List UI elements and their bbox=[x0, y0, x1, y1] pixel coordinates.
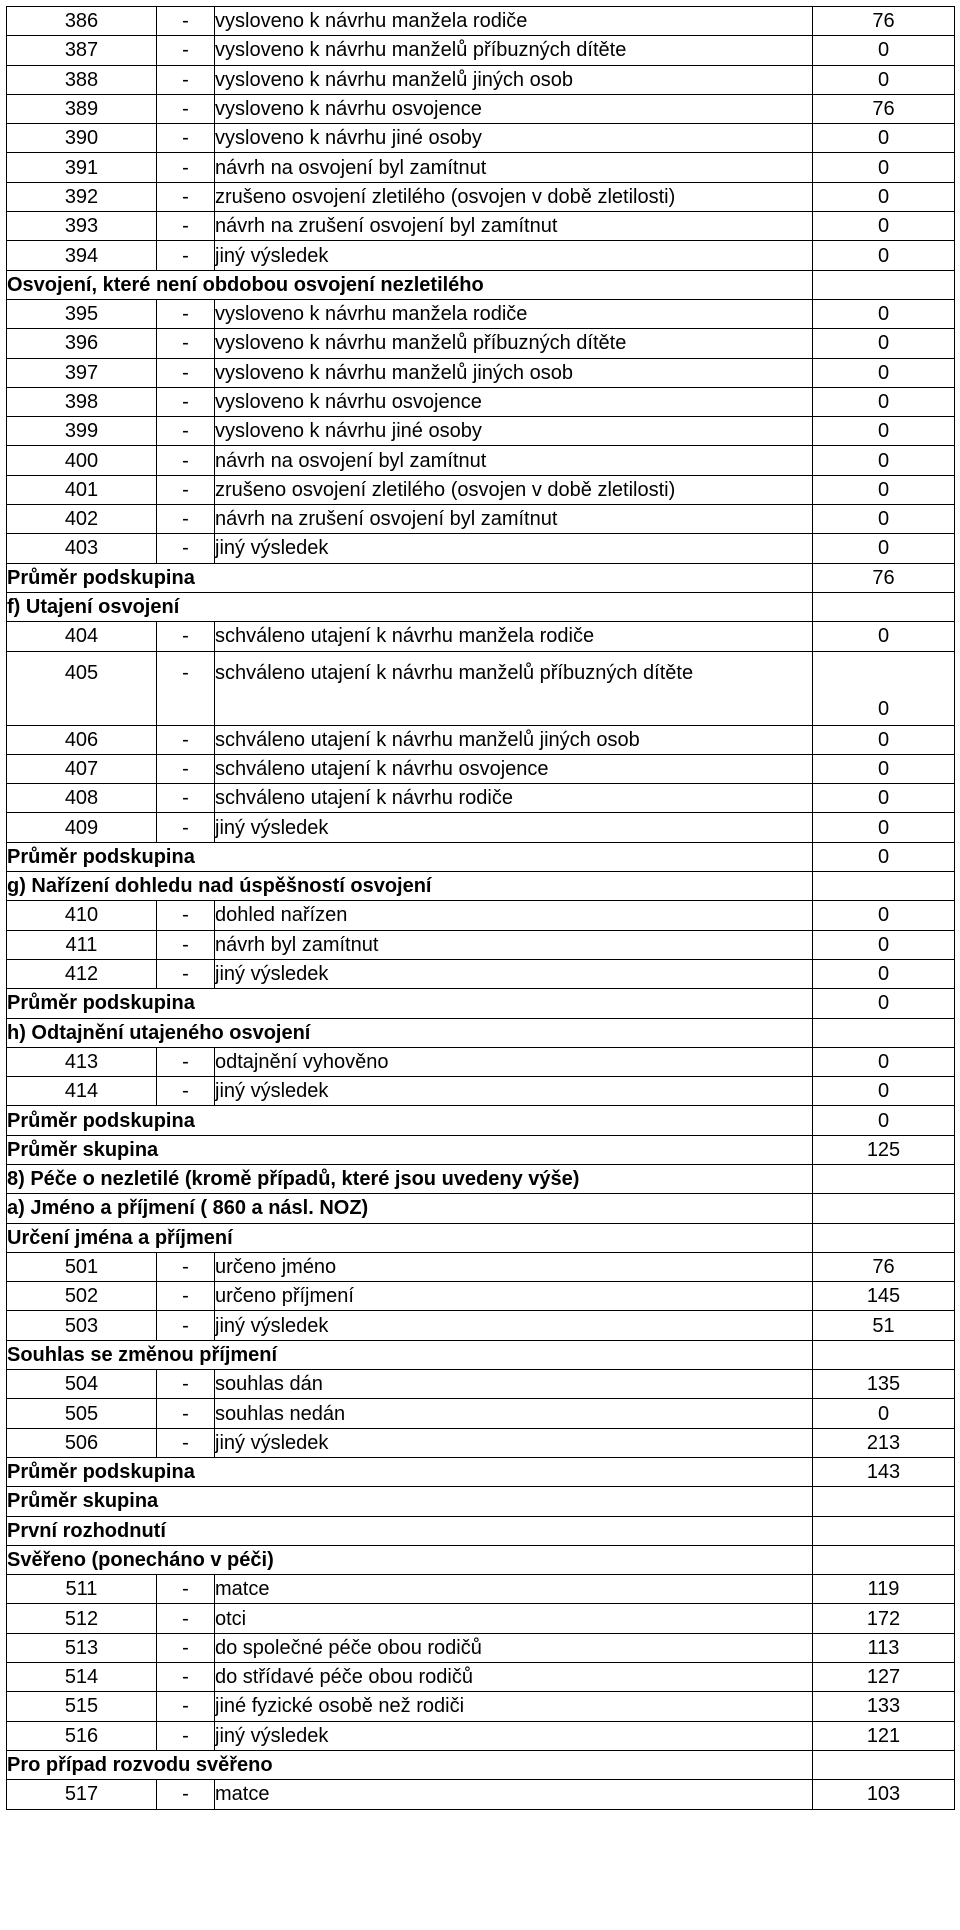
table-row bbox=[7, 754, 955, 783]
section-heading: Průměr podskupina bbox=[7, 1457, 813, 1486]
section-value bbox=[813, 1164, 955, 1193]
row-code: 393 bbox=[7, 212, 157, 241]
table-row bbox=[7, 1575, 955, 1604]
row-value: 133 bbox=[813, 1692, 955, 1721]
row-description: dohled nařízen bbox=[215, 901, 813, 930]
row-code: 391 bbox=[7, 153, 157, 182]
row-dash: - bbox=[157, 901, 215, 930]
statistics-table bbox=[6, 6, 955, 1810]
row-description: schváleno utajení k návrhu manžela rodiče bbox=[215, 622, 813, 651]
row-dash: - bbox=[157, 1604, 215, 1633]
row-value: 0 bbox=[813, 36, 955, 65]
row-value: 76 bbox=[813, 1252, 955, 1281]
row-value: 0 bbox=[813, 153, 955, 182]
section-heading: Průměr podskupina bbox=[7, 989, 813, 1018]
table-row bbox=[7, 1780, 955, 1809]
row-code: 414 bbox=[7, 1077, 157, 1106]
row-dash: - bbox=[157, 475, 215, 504]
table-row bbox=[7, 1370, 955, 1399]
row-value: 0 bbox=[813, 241, 955, 270]
row-code: 413 bbox=[7, 1047, 157, 1076]
table-row bbox=[7, 475, 955, 504]
row-description: návrh na osvojení byl zamítnut bbox=[215, 446, 813, 475]
section-header-row bbox=[7, 270, 955, 299]
row-value: 127 bbox=[813, 1663, 955, 1692]
row-description: vysloveno k návrhu manželů jiných osob bbox=[215, 358, 813, 387]
row-value: 0 bbox=[813, 1077, 955, 1106]
row-dash: - bbox=[157, 1575, 215, 1604]
row-value: 0 bbox=[813, 505, 955, 534]
row-description: jiný výsledek bbox=[215, 1077, 813, 1106]
row-dash: - bbox=[157, 417, 215, 446]
row-code: 517 bbox=[7, 1780, 157, 1809]
row-dash: - bbox=[157, 622, 215, 651]
section-value bbox=[813, 592, 955, 621]
section-value: 0 bbox=[813, 842, 955, 871]
table-row bbox=[7, 387, 955, 416]
table-row bbox=[7, 959, 955, 988]
section-value bbox=[813, 1750, 955, 1779]
section-heading: Osvojení, které není obdobou osvojení nezletilého bbox=[7, 270, 813, 299]
section-header-row bbox=[7, 1457, 955, 1486]
row-code: 388 bbox=[7, 65, 157, 94]
row-value: 113 bbox=[813, 1633, 955, 1662]
row-value: 172 bbox=[813, 1604, 955, 1633]
section-heading: Určení jména a příjmení bbox=[7, 1223, 813, 1252]
row-dash: - bbox=[157, 1399, 215, 1428]
row-description: vysloveno k návrhu osvojence bbox=[215, 387, 813, 416]
row-dash: - bbox=[157, 813, 215, 842]
row-code: 501 bbox=[7, 1252, 157, 1281]
row-value: 0 bbox=[813, 446, 955, 475]
row-value: 119 bbox=[813, 1575, 955, 1604]
row-dash: - bbox=[157, 241, 215, 270]
table-row bbox=[7, 1311, 955, 1340]
row-value: 0 bbox=[813, 754, 955, 783]
row-dash: - bbox=[157, 1721, 215, 1750]
section-value bbox=[813, 1340, 955, 1369]
row-code: 402 bbox=[7, 505, 157, 534]
table-row bbox=[7, 358, 955, 387]
table-row bbox=[7, 622, 955, 651]
section-heading: Souhlas se změnou příjmení bbox=[7, 1340, 813, 1369]
row-dash: - bbox=[157, 1780, 215, 1809]
row-value: 0 bbox=[813, 358, 955, 387]
section-heading: Svěřeno (ponecháno v péči) bbox=[7, 1545, 813, 1574]
row-description: vysloveno k návrhu manžela rodiče bbox=[215, 299, 813, 328]
row-dash: - bbox=[157, 1692, 215, 1721]
row-value: 0 bbox=[813, 329, 955, 358]
section-header-row bbox=[7, 563, 955, 592]
row-dash: - bbox=[157, 930, 215, 959]
row-dash: - bbox=[157, 387, 215, 416]
table-row bbox=[7, 1721, 955, 1750]
row-description: jiný výsledek bbox=[215, 1428, 813, 1457]
section-heading: Průměr skupina bbox=[7, 1487, 813, 1516]
table-row bbox=[7, 7, 955, 36]
row-value: 0 bbox=[813, 65, 955, 94]
row-dash: - bbox=[157, 299, 215, 328]
row-description: do společné péče obou rodičů bbox=[215, 1633, 813, 1662]
row-dash: - bbox=[157, 182, 215, 211]
row-description: návrh byl zamítnut bbox=[215, 930, 813, 959]
section-value bbox=[813, 1487, 955, 1516]
row-dash: - bbox=[157, 505, 215, 534]
section-value: 76 bbox=[813, 563, 955, 592]
row-code: 511 bbox=[7, 1575, 157, 1604]
row-code: 407 bbox=[7, 754, 157, 783]
row-description: určeno příjmení bbox=[215, 1282, 813, 1311]
row-value: 76 bbox=[813, 7, 955, 36]
row-code: 403 bbox=[7, 534, 157, 563]
section-header-row bbox=[7, 1164, 955, 1193]
row-description: vysloveno k návrhu manžela rodiče bbox=[215, 7, 813, 36]
row-value: 0 bbox=[813, 622, 955, 651]
statistics-table-body bbox=[7, 7, 955, 1810]
table-row bbox=[7, 182, 955, 211]
row-value: 0 bbox=[813, 959, 955, 988]
row-code: 411 bbox=[7, 930, 157, 959]
section-heading: f) Utajení osvojení bbox=[7, 592, 813, 621]
section-value bbox=[813, 1018, 955, 1047]
table-row bbox=[7, 1282, 955, 1311]
row-description: jiný výsledek bbox=[215, 959, 813, 988]
table-row bbox=[7, 65, 955, 94]
row-dash: - bbox=[157, 1633, 215, 1662]
row-dash: - bbox=[157, 7, 215, 36]
row-dash: - bbox=[157, 1077, 215, 1106]
table-row bbox=[7, 813, 955, 842]
row-code: 504 bbox=[7, 1370, 157, 1399]
table-row bbox=[7, 212, 955, 241]
row-code: 404 bbox=[7, 622, 157, 651]
row-code: 397 bbox=[7, 358, 157, 387]
section-header-row bbox=[7, 1340, 955, 1369]
row-code: 390 bbox=[7, 124, 157, 153]
section-header-row bbox=[7, 842, 955, 871]
row-code: 389 bbox=[7, 94, 157, 123]
section-heading: g) Nařízení dohledu nad úspěšností osvojení bbox=[7, 872, 813, 901]
row-value: 0 bbox=[813, 651, 955, 725]
row-value: 0 bbox=[813, 124, 955, 153]
row-dash: - bbox=[157, 1282, 215, 1311]
row-value: 76 bbox=[813, 94, 955, 123]
row-dash: - bbox=[157, 1663, 215, 1692]
row-code: 406 bbox=[7, 725, 157, 754]
row-code: 514 bbox=[7, 1663, 157, 1692]
row-description: odtajnění vyhověno bbox=[215, 1047, 813, 1076]
row-value: 213 bbox=[813, 1428, 955, 1457]
section-heading: První rozhodnutí bbox=[7, 1516, 813, 1545]
section-header-row bbox=[7, 989, 955, 1018]
row-value: 0 bbox=[813, 387, 955, 416]
table-row bbox=[7, 241, 955, 270]
row-description: souhlas nedán bbox=[215, 1399, 813, 1428]
row-value: 0 bbox=[813, 475, 955, 504]
section-value bbox=[813, 1516, 955, 1545]
row-dash: - bbox=[157, 1311, 215, 1340]
row-code: 401 bbox=[7, 475, 157, 504]
table-row bbox=[7, 784, 955, 813]
table-row bbox=[7, 1604, 955, 1633]
row-value: 0 bbox=[813, 417, 955, 446]
row-value: 51 bbox=[813, 1311, 955, 1340]
row-code: 506 bbox=[7, 1428, 157, 1457]
row-description: vysloveno k návrhu jiné osoby bbox=[215, 124, 813, 153]
row-description: jiný výsledek bbox=[215, 241, 813, 270]
row-dash: - bbox=[157, 124, 215, 153]
section-heading: h) Odtajnění utajeného osvojení bbox=[7, 1018, 813, 1047]
row-description: jiné fyzické osobě než rodiči bbox=[215, 1692, 813, 1721]
section-heading: a) Jméno a příjmení ( 860 a násl. NOZ) bbox=[7, 1194, 813, 1223]
section-heading: Průměr podskupina bbox=[7, 563, 813, 592]
row-description: schváleno utajení k návrhu manželů příbuzných dítěte bbox=[215, 651, 813, 725]
row-value: 0 bbox=[813, 212, 955, 241]
table-row bbox=[7, 94, 955, 123]
table-row bbox=[7, 651, 955, 725]
row-code: 513 bbox=[7, 1633, 157, 1662]
section-value: 125 bbox=[813, 1135, 955, 1164]
section-header-row bbox=[7, 592, 955, 621]
section-header-row bbox=[7, 872, 955, 901]
section-value bbox=[813, 1545, 955, 1574]
row-value: 0 bbox=[813, 725, 955, 754]
row-code: 394 bbox=[7, 241, 157, 270]
row-dash: - bbox=[157, 959, 215, 988]
row-dash: - bbox=[157, 784, 215, 813]
section-header-row bbox=[7, 1487, 955, 1516]
table-row bbox=[7, 124, 955, 153]
row-description: vysloveno k návrhu manželů jiných osob bbox=[215, 65, 813, 94]
row-code: 396 bbox=[7, 329, 157, 358]
row-code: 410 bbox=[7, 901, 157, 930]
table-row bbox=[7, 534, 955, 563]
section-heading: Průměr podskupina bbox=[7, 842, 813, 871]
row-code: 516 bbox=[7, 1721, 157, 1750]
row-description: souhlas dán bbox=[215, 1370, 813, 1399]
row-code: 399 bbox=[7, 417, 157, 446]
row-value: 135 bbox=[813, 1370, 955, 1399]
row-description: jiný výsledek bbox=[215, 1721, 813, 1750]
row-code: 405 bbox=[7, 651, 157, 725]
row-dash: - bbox=[157, 153, 215, 182]
section-heading: Průměr skupina bbox=[7, 1135, 813, 1164]
row-code: 512 bbox=[7, 1604, 157, 1633]
row-value: 0 bbox=[813, 534, 955, 563]
row-dash: - bbox=[157, 212, 215, 241]
row-code: 503 bbox=[7, 1311, 157, 1340]
row-value: 121 bbox=[813, 1721, 955, 1750]
section-header-row bbox=[7, 1194, 955, 1223]
table-row bbox=[7, 930, 955, 959]
table-row bbox=[7, 1428, 955, 1457]
section-header-row bbox=[7, 1750, 955, 1779]
row-code: 395 bbox=[7, 299, 157, 328]
row-value: 103 bbox=[813, 1780, 955, 1809]
row-description: vysloveno k návrhu manželů příbuzných dítěte bbox=[215, 329, 813, 358]
row-description: schváleno utajení k návrhu rodiče bbox=[215, 784, 813, 813]
section-value bbox=[813, 872, 955, 901]
row-description: schváleno utajení k návrhu manželů jiných osob bbox=[215, 725, 813, 754]
table-row bbox=[7, 1047, 955, 1076]
section-header-row bbox=[7, 1516, 955, 1545]
row-description: matce bbox=[215, 1575, 813, 1604]
row-code: 386 bbox=[7, 7, 157, 36]
row-value: 0 bbox=[813, 1399, 955, 1428]
row-dash: - bbox=[157, 1252, 215, 1281]
section-value bbox=[813, 1223, 955, 1252]
section-value bbox=[813, 270, 955, 299]
table-row bbox=[7, 1663, 955, 1692]
section-header-row bbox=[7, 1223, 955, 1252]
table-row bbox=[7, 1399, 955, 1428]
row-description: zrušeno osvojení zletilého (osvojen v době zletilosti) bbox=[215, 182, 813, 211]
row-description: návrh na zrušení osvojení byl zamítnut bbox=[215, 505, 813, 534]
row-dash: - bbox=[157, 358, 215, 387]
section-header-row bbox=[7, 1135, 955, 1164]
table-row bbox=[7, 505, 955, 534]
row-code: 515 bbox=[7, 1692, 157, 1721]
row-code: 408 bbox=[7, 784, 157, 813]
table-row bbox=[7, 153, 955, 182]
row-code: 400 bbox=[7, 446, 157, 475]
row-dash: - bbox=[157, 534, 215, 563]
row-dash: - bbox=[157, 36, 215, 65]
row-description: otci bbox=[215, 1604, 813, 1633]
row-value: 145 bbox=[813, 1282, 955, 1311]
row-code: 505 bbox=[7, 1399, 157, 1428]
row-dash: - bbox=[157, 94, 215, 123]
section-header-row bbox=[7, 1545, 955, 1574]
section-heading: Průměr podskupina bbox=[7, 1106, 813, 1135]
row-code: 392 bbox=[7, 182, 157, 211]
table-row bbox=[7, 329, 955, 358]
row-code: 412 bbox=[7, 959, 157, 988]
row-description: do střídavé péče obou rodičů bbox=[215, 1663, 813, 1692]
row-value: 0 bbox=[813, 784, 955, 813]
row-dash: - bbox=[157, 1047, 215, 1076]
row-dash: - bbox=[157, 651, 215, 725]
row-description: vysloveno k návrhu manželů příbuzných dítěte bbox=[215, 36, 813, 65]
table-row bbox=[7, 417, 955, 446]
row-code: 409 bbox=[7, 813, 157, 842]
row-value: 0 bbox=[813, 901, 955, 930]
row-value: 0 bbox=[813, 1047, 955, 1076]
section-heading: 8) Péče o nezletilé (kromě případů, které jsou uvedeny výše) bbox=[7, 1164, 813, 1193]
row-value: 0 bbox=[813, 813, 955, 842]
table-row bbox=[7, 446, 955, 475]
row-description: schváleno utajení k návrhu osvojence bbox=[215, 754, 813, 783]
row-description: návrh na zrušení osvojení byl zamítnut bbox=[215, 212, 813, 241]
section-value: 143 bbox=[813, 1457, 955, 1486]
section-value bbox=[813, 1194, 955, 1223]
row-description: určeno jméno bbox=[215, 1252, 813, 1281]
section-header-row bbox=[7, 1106, 955, 1135]
table-row bbox=[7, 901, 955, 930]
row-description: jiný výsledek bbox=[215, 1311, 813, 1340]
table-row bbox=[7, 1692, 955, 1721]
table-row bbox=[7, 1633, 955, 1662]
section-header-row bbox=[7, 1018, 955, 1047]
table-row bbox=[7, 1252, 955, 1281]
section-value: 0 bbox=[813, 1106, 955, 1135]
table-row bbox=[7, 36, 955, 65]
row-description: matce bbox=[215, 1780, 813, 1809]
table-row bbox=[7, 299, 955, 328]
section-heading: Pro případ rozvodu svěřeno bbox=[7, 1750, 813, 1779]
section-value: 0 bbox=[813, 989, 955, 1018]
row-dash: - bbox=[157, 725, 215, 754]
row-description: návrh na osvojení byl zamítnut bbox=[215, 153, 813, 182]
row-value: 0 bbox=[813, 930, 955, 959]
row-dash: - bbox=[157, 446, 215, 475]
row-dash: - bbox=[157, 1370, 215, 1399]
row-dash: - bbox=[157, 754, 215, 783]
row-value: 0 bbox=[813, 182, 955, 211]
row-dash: - bbox=[157, 1428, 215, 1457]
row-value: 0 bbox=[813, 299, 955, 328]
table-row bbox=[7, 725, 955, 754]
row-dash: - bbox=[157, 65, 215, 94]
row-description: vysloveno k návrhu jiné osoby bbox=[215, 417, 813, 446]
table-row bbox=[7, 1077, 955, 1106]
row-code: 502 bbox=[7, 1282, 157, 1311]
row-code: 398 bbox=[7, 387, 157, 416]
row-description: zrušeno osvojení zletilého (osvojen v době zletilosti) bbox=[215, 475, 813, 504]
row-description: vysloveno k návrhu osvojence bbox=[215, 94, 813, 123]
row-description: jiný výsledek bbox=[215, 534, 813, 563]
row-description: jiný výsledek bbox=[215, 813, 813, 842]
row-dash: - bbox=[157, 329, 215, 358]
row-code: 387 bbox=[7, 36, 157, 65]
